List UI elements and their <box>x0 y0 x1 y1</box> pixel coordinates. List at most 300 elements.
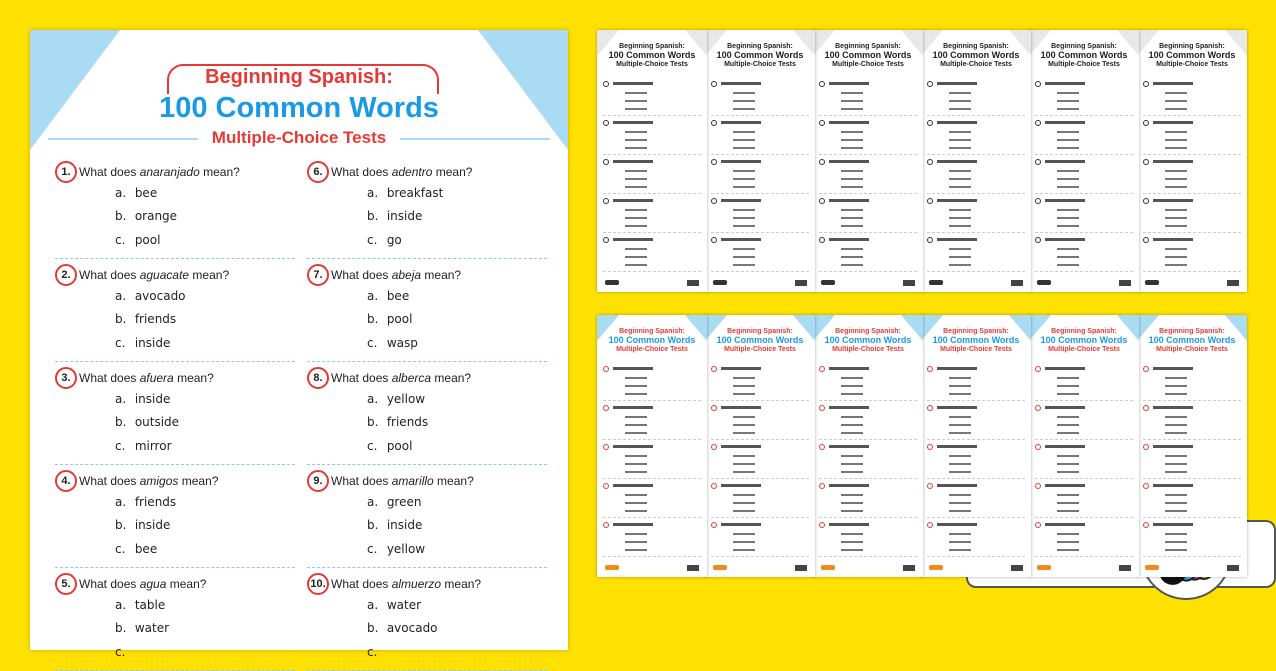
thumb-question <box>927 234 1025 272</box>
answer-option <box>115 233 160 247</box>
thumb-title-line: Multiple-Choice Tests <box>1156 61 1228 68</box>
answer-option <box>367 645 383 659</box>
option-text: water <box>383 598 422 612</box>
color-thumbnail-page <box>705 315 815 577</box>
thumb-question <box>927 363 1025 401</box>
question-item <box>55 568 295 671</box>
title-rule-left <box>48 138 198 140</box>
thumb-footer <box>821 280 915 286</box>
thumb-question <box>603 519 701 557</box>
question-item <box>307 156 547 259</box>
question-item <box>307 362 547 465</box>
option-text: pool <box>383 312 413 326</box>
option-text: wasp <box>383 336 418 350</box>
thumb-question <box>603 441 701 479</box>
thumb-title-line: 100 Common Words <box>1040 50 1128 60</box>
answer-option <box>367 186 443 200</box>
answer-option <box>115 289 186 303</box>
thumb-question <box>1035 402 1133 440</box>
question-column-left <box>55 156 295 671</box>
question-number-badge: 6. <box>307 161 329 183</box>
thumb-question <box>819 519 917 557</box>
question-prompt: What does abeja mean? <box>331 268 462 282</box>
logo-icon <box>1145 280 1159 285</box>
question-number-badge: 10. <box>307 573 329 595</box>
answer-option <box>115 336 170 350</box>
answer-option <box>115 415 179 429</box>
option-text: inside <box>131 336 171 350</box>
question-text <box>307 573 481 595</box>
thumb-question <box>819 78 917 116</box>
thumb-question <box>1143 234 1241 272</box>
logo-icon <box>1145 565 1159 570</box>
thumb-question <box>603 363 701 401</box>
option-letter: c. <box>115 542 126 556</box>
thumb-question <box>927 195 1025 233</box>
thumb-question <box>603 480 701 518</box>
option-text: inside <box>131 518 171 532</box>
option-text: pool <box>383 439 413 453</box>
option-letter: b. <box>367 312 379 326</box>
thumb-title-line: Beginning Spanish: <box>943 43 1009 50</box>
option-letter: a. <box>367 495 379 509</box>
option-letter: c. <box>367 336 378 350</box>
thumb-title <box>1137 42 1247 69</box>
question-text <box>55 161 240 183</box>
question-item <box>307 259 547 362</box>
thumb-title-line: 100 Common Words <box>716 335 804 345</box>
thumb-title-line: Beginning Spanish: <box>943 328 1009 335</box>
option-text: avocado <box>383 621 438 635</box>
option-letter: b. <box>367 518 379 532</box>
hat-icon <box>687 280 699 286</box>
option-text: bee <box>131 542 158 556</box>
thumb-question <box>1143 480 1241 518</box>
option-text: inside <box>131 392 171 406</box>
answer-option <box>115 186 157 200</box>
option-text: mirror <box>131 439 172 453</box>
thumb-question <box>927 78 1025 116</box>
option-letter: b. <box>115 312 127 326</box>
thumb-footer <box>929 280 1023 286</box>
question-text <box>55 573 206 595</box>
bw-thumbnail-page <box>705 30 815 292</box>
option-text: yellow <box>383 542 426 556</box>
option-text: outside <box>131 415 180 429</box>
option-letter: c. <box>115 439 126 453</box>
hat-icon <box>1227 565 1239 571</box>
thumb-footer <box>605 280 699 286</box>
option-letter: b. <box>367 415 379 429</box>
question-item <box>55 259 295 362</box>
hat-icon <box>1119 280 1131 286</box>
option-letter: b. <box>115 621 127 635</box>
question-prompt: What does alberca mean? <box>331 371 472 385</box>
thumb-question <box>603 402 701 440</box>
answer-option <box>115 439 172 453</box>
option-letter: c. <box>367 645 378 659</box>
option-letter: c. <box>115 233 126 247</box>
option-letter: b. <box>115 209 127 223</box>
thumb-title-line: Beginning Spanish: <box>1159 328 1225 335</box>
logo-icon <box>821 280 835 285</box>
thumb-footer <box>929 565 1023 571</box>
logo-icon <box>605 280 619 285</box>
thumb-question <box>819 156 917 194</box>
spanish-word: aguacate <box>139 268 190 282</box>
thumb-footer <box>1037 565 1131 571</box>
question-item <box>307 465 547 568</box>
thumb-title-line: 100 Common Words <box>608 50 696 60</box>
option-letter: c. <box>115 645 126 659</box>
thumb-question <box>1143 402 1241 440</box>
logo-icon <box>929 280 943 285</box>
question-number-badge: 4. <box>55 470 77 492</box>
thumb-question <box>1035 156 1133 194</box>
thumb-question <box>819 441 917 479</box>
question-text <box>55 367 214 389</box>
thumb-question <box>1035 441 1133 479</box>
title-rule-right <box>400 138 550 140</box>
option-letter: a. <box>367 289 379 303</box>
thumb-title-line: 100 Common Words <box>1148 335 1236 345</box>
option-letter: a. <box>115 289 127 303</box>
question-number-badge: 2. <box>55 264 77 286</box>
spanish-word: agua <box>139 577 167 591</box>
thumb-title-line: 100 Common Words <box>824 50 912 60</box>
question-prompt: What does amigos mean? <box>79 474 219 488</box>
question-prompt: What does anaranjado mean? <box>79 165 240 179</box>
logo-icon <box>713 280 727 285</box>
thumb-question <box>1143 363 1241 401</box>
thumb-question <box>603 195 701 233</box>
thumb-question <box>1143 78 1241 116</box>
question-prompt: What does agua mean? <box>79 577 207 591</box>
question-text <box>307 264 461 286</box>
hat-icon <box>1119 565 1131 571</box>
thumb-question <box>603 78 701 116</box>
worksheet-header <box>30 62 568 149</box>
spanish-word: adentro <box>391 165 433 179</box>
thumb-title-line: 100 Common Words <box>932 50 1020 60</box>
logo-icon <box>1037 280 1051 285</box>
thumb-question <box>1143 117 1241 155</box>
hat-icon <box>1011 565 1023 571</box>
title-line-2: 100 Common Words <box>159 92 439 124</box>
answer-option <box>367 542 425 556</box>
thumb-question <box>711 117 809 155</box>
thumb-question <box>819 402 917 440</box>
thumb-title-line: Beginning Spanish: <box>1051 43 1117 50</box>
option-text: orange <box>131 209 178 223</box>
spanish-word: amarillo <box>391 474 434 488</box>
thumb-title <box>597 327 707 354</box>
thumb-question <box>927 480 1025 518</box>
option-letter: c. <box>115 336 126 350</box>
option-letter: a. <box>115 598 127 612</box>
thumb-question <box>819 117 917 155</box>
thumb-question <box>1035 363 1133 401</box>
thumb-footer <box>713 565 807 571</box>
thumb-title-line: Multiple-Choice Tests <box>940 346 1012 353</box>
thumb-title <box>705 42 815 69</box>
spanish-word: alberca <box>391 371 432 385</box>
thumb-question <box>819 195 917 233</box>
answer-option <box>115 518 170 532</box>
bw-thumbnail-page <box>1137 30 1247 292</box>
hat-icon <box>1227 280 1239 286</box>
question-item <box>55 362 295 465</box>
option-text: friends <box>131 495 177 509</box>
answer-option <box>115 621 169 635</box>
answer-option <box>115 312 176 326</box>
thumb-question <box>1035 78 1133 116</box>
thumb-question <box>711 195 809 233</box>
thumb-footer <box>1037 280 1131 286</box>
logo-icon <box>605 565 619 570</box>
logo-icon <box>821 565 835 570</box>
thumb-title-line: 100 Common Words <box>608 335 696 345</box>
answer-option <box>367 312 412 326</box>
spanish-word: anaranjado <box>139 165 200 179</box>
option-letter: a. <box>115 186 127 200</box>
thumb-question <box>711 480 809 518</box>
hat-icon <box>687 565 699 571</box>
bw-thumbnail-page <box>813 30 923 292</box>
thumb-title-line: Multiple-Choice Tests <box>1048 61 1120 68</box>
option-letter: b. <box>367 209 379 223</box>
thumb-title <box>813 327 923 354</box>
thumb-question <box>1143 195 1241 233</box>
thumb-title <box>1137 327 1247 354</box>
question-prompt: What does afuera mean? <box>79 371 214 385</box>
thumb-title-line: 100 Common Words <box>716 50 804 60</box>
question-prompt: What does adentro mean? <box>331 165 473 179</box>
logo-icon <box>1037 565 1051 570</box>
option-text: yellow <box>383 392 426 406</box>
option-text: bee <box>383 289 410 303</box>
option-text: green <box>383 495 422 509</box>
answer-option <box>367 495 421 509</box>
thumb-footer <box>713 280 807 286</box>
option-text: water <box>131 621 170 635</box>
answer-option <box>367 439 412 453</box>
logo-icon <box>929 565 943 570</box>
thumb-question <box>819 480 917 518</box>
thumb-footer <box>605 565 699 571</box>
thumb-title-line: Multiple-Choice Tests <box>724 346 796 353</box>
answer-option <box>115 495 176 509</box>
answer-option <box>367 289 409 303</box>
question-text <box>307 367 471 389</box>
hat-icon <box>903 565 915 571</box>
thumb-question <box>711 78 809 116</box>
option-letter: a. <box>115 392 127 406</box>
title-line-3: Multiple-Choice Tests <box>211 128 387 147</box>
question-number-badge: 8. <box>307 367 329 389</box>
answer-option <box>115 209 177 223</box>
bw-thumbnail-page <box>1029 30 1139 292</box>
answer-option <box>367 233 402 247</box>
question-number-badge: 9. <box>307 470 329 492</box>
option-letter: b. <box>367 621 379 635</box>
thumb-title-line: Multiple-Choice Tests <box>940 61 1012 68</box>
thumb-footer <box>821 565 915 571</box>
option-letter: a. <box>367 186 379 200</box>
question-item <box>307 568 547 671</box>
thumb-question <box>711 234 809 272</box>
hat-icon <box>903 280 915 286</box>
thumb-question <box>1143 156 1241 194</box>
thumb-title-line: 100 Common Words <box>1040 335 1128 345</box>
answer-option <box>367 518 422 532</box>
answer-option <box>115 392 170 406</box>
hat-icon <box>1011 280 1023 286</box>
question-number-badge: 7. <box>307 264 329 286</box>
question-text <box>307 161 472 183</box>
question-item <box>55 465 295 568</box>
title-line-1: Beginning Spanish: <box>205 66 393 88</box>
thumb-question <box>927 519 1025 557</box>
option-text: friends <box>131 312 177 326</box>
color-thumbnail-page <box>921 315 1031 577</box>
option-text: go <box>383 233 402 247</box>
thumb-question <box>927 441 1025 479</box>
question-prompt: What does almuerzo mean? <box>331 577 482 591</box>
thumb-question <box>819 363 917 401</box>
option-letter: b. <box>115 518 127 532</box>
color-thumbnail-page <box>1029 315 1139 577</box>
question-number-badge: 5. <box>55 573 77 595</box>
bw-thumbnail-page <box>921 30 1031 292</box>
question-prompt: What does amarillo mean? <box>331 474 474 488</box>
thumb-title-line: Multiple-Choice Tests <box>832 61 904 68</box>
thumb-question <box>927 117 1025 155</box>
question-text <box>55 470 218 492</box>
color-thumbnail-page <box>813 315 923 577</box>
option-text: bee <box>131 186 158 200</box>
color-thumbnail-page <box>1137 315 1247 577</box>
thumb-title-line: Multiple-Choice Tests <box>616 346 688 353</box>
thumb-title-line: Beginning Spanish: <box>835 43 901 50</box>
thumb-title-line: Multiple-Choice Tests <box>832 346 904 353</box>
option-letter: b. <box>115 415 127 429</box>
answer-option <box>115 542 157 556</box>
thumb-question <box>819 234 917 272</box>
thumb-question <box>603 117 701 155</box>
answer-option <box>115 598 165 612</box>
thumb-question <box>711 519 809 557</box>
question-item <box>55 156 295 259</box>
thumb-title-line: 100 Common Words <box>824 335 912 345</box>
option-text: inside <box>383 209 423 223</box>
answer-option <box>115 645 131 659</box>
option-text: friends <box>383 415 429 429</box>
bw-thumbnail-page <box>597 30 707 292</box>
spanish-word: abeja <box>391 268 422 282</box>
thumb-question <box>1035 195 1133 233</box>
logo-icon <box>713 565 727 570</box>
thumb-title-line: Beginning Spanish: <box>619 43 685 50</box>
thumb-question <box>927 156 1025 194</box>
spanish-word: afuera <box>139 371 174 385</box>
option-text: avocado <box>131 289 186 303</box>
thumb-title-line: Beginning Spanish: <box>727 328 793 335</box>
thumb-title <box>1029 42 1139 69</box>
thumb-question <box>711 402 809 440</box>
worksheet-preview <box>30 30 568 659</box>
color-thumbnail-page <box>597 315 707 577</box>
option-letter: c. <box>367 233 378 247</box>
thumb-footer <box>1145 565 1239 571</box>
thumb-question <box>1143 519 1241 557</box>
option-letter: c. <box>367 439 378 453</box>
answer-option <box>367 336 418 350</box>
thumb-title-line: Beginning Spanish: <box>619 328 685 335</box>
question-number-badge: 1. <box>55 161 77 183</box>
thumb-title-line: 100 Common Words <box>1148 50 1236 60</box>
option-letter: a. <box>367 392 379 406</box>
thumb-title <box>921 327 1031 354</box>
hat-icon <box>795 565 807 571</box>
thumb-question <box>603 156 701 194</box>
thumb-question <box>927 402 1025 440</box>
thumb-title-line: Multiple-Choice Tests <box>1156 346 1228 353</box>
thumb-question <box>1035 519 1133 557</box>
thumb-title-line: Multiple-Choice Tests <box>1048 346 1120 353</box>
option-text: breakfast <box>383 186 444 200</box>
spanish-word: amigos <box>139 474 179 488</box>
thumb-question <box>1035 117 1133 155</box>
question-prompt: What does aguacate mean? <box>79 268 230 282</box>
thumb-question <box>603 234 701 272</box>
thumb-question <box>711 363 809 401</box>
thumb-question <box>711 156 809 194</box>
option-text: inside <box>383 518 423 532</box>
answer-option <box>367 598 421 612</box>
thumb-title <box>705 327 815 354</box>
thumb-title <box>597 42 707 69</box>
thumb-title-line: 100 Common Words <box>932 335 1020 345</box>
thumb-title-line: Beginning Spanish: <box>1159 43 1225 50</box>
thumb-question <box>1143 441 1241 479</box>
thumb-title-line: Multiple-Choice Tests <box>724 61 796 68</box>
option-text: pool <box>131 233 161 247</box>
option-letter: c. <box>367 542 378 556</box>
thumb-title <box>921 42 1031 69</box>
thumb-title <box>1029 327 1139 354</box>
answer-option <box>367 209 422 223</box>
option-letter: a. <box>367 598 379 612</box>
hat-icon <box>795 280 807 286</box>
option-letter: a. <box>115 495 127 509</box>
answer-option <box>367 392 425 406</box>
thumb-question <box>1035 234 1133 272</box>
spanish-word: almuerzo <box>391 577 442 591</box>
answer-option <box>367 621 438 635</box>
question-text <box>307 470 474 492</box>
thumb-question <box>1035 480 1133 518</box>
question-text <box>55 264 229 286</box>
option-text: table <box>131 598 166 612</box>
thumb-title-line: Beginning Spanish: <box>835 328 901 335</box>
question-number-badge: 3. <box>55 367 77 389</box>
thumb-title-line: Multiple-Choice Tests <box>616 61 688 68</box>
thumb-title <box>813 42 923 69</box>
thumb-title-line: Beginning Spanish: <box>727 43 793 50</box>
answer-option <box>367 415 428 429</box>
thumb-title-line: Beginning Spanish: <box>1051 328 1117 335</box>
